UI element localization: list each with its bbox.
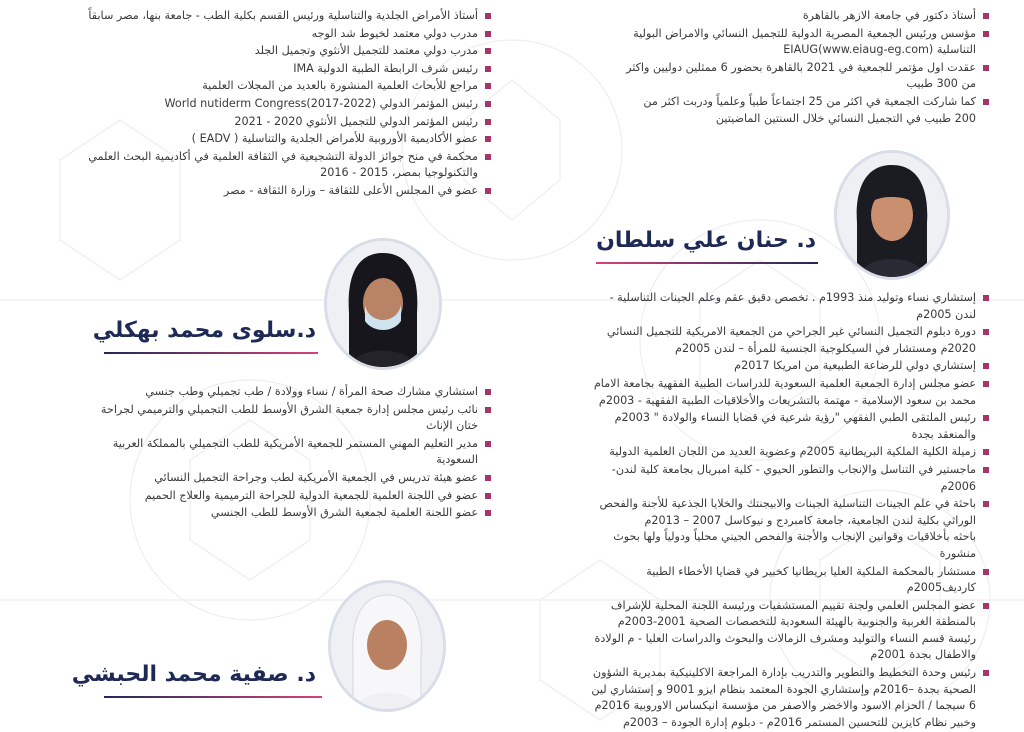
list-item: أستاذ الأمراض الجلدية والتناسلية ورئيس القسم بكلية الطب - جامعة بنها، مصر سابقاً <box>82 8 492 25</box>
list-item: مدرب دولي معتمد للتجميل الأنثوي وتجميل الجلد <box>82 43 492 60</box>
list-item: عضو اللجنة العلمية لجمعية الشرق الأوسط للطب الجنسي <box>92 505 492 522</box>
name-underline <box>596 262 818 264</box>
list-item: عضو في المجلس الأعلى للثقافة – وزارة الثقافة - مصر <box>82 183 492 200</box>
top-left-bio <box>82 8 492 201</box>
name-underline <box>104 352 318 354</box>
top-left-bio-list <box>82 8 492 200</box>
list-item: عضو في اللجنة العلمية للجمعية الدولية للجراحة الترميمية والعلاج الحميم <box>92 488 492 505</box>
portrait-safia <box>328 580 446 712</box>
list-item: دورة دبلوم التجميل النسائي غير الجراحي من الجمعية الامريكية للتجميل النسائي 2020م ومستشار في السيكلوجية الجنسية للمرأة – لندن 2005م <box>590 324 990 357</box>
list-item: مراجع للأبحاث العلمية المنشورة بالعديد من المجلات العلمية <box>82 78 492 95</box>
list-item: إستشاري نساء وتوليد منذ 1993م . تخصص دقيق عقم وعلم الجينات التناسلية - لندن 2005م <box>590 290 990 323</box>
name-salwa: د.سلوى محمد بهكلي <box>92 318 316 343</box>
person-portrait-icon <box>327 241 439 367</box>
hanan-bio-list <box>590 290 990 731</box>
list-item: عضو هيئة تدريس في الجمعية الأمريكية لطب وجراحة التجميل النسائي <box>92 470 492 487</box>
list-item: مدرب دولي معتمد لخيوط شد الوجه <box>82 26 492 43</box>
list-item: عضو المجلس العلمي ولجنة تقييم المستشفيات ورئيسة اللجنة المحلية للإشراف بالمنطقة الغربية والجنوبية بالهيئة السعودية للتخصصات الصحية 2001-2003م رئيسة قسم النساء والتوليد ومشرف الزمالات والبحوث والدراسات العليا - م الولادة والاطفال بجدة 2001م <box>590 598 990 664</box>
list-item: ماجستير في التناسل والإنجاب والتطور الحيوي - كلية امبريال بجامعة كلية لندن- 2006م <box>590 462 990 495</box>
list-item: مؤسس ورئيس الجمعية المصرية الدولية للتجميل النسائي والامراض البولية التناسلية EIAUG(www.eiaug-eg.com) <box>624 26 990 59</box>
name-safia: د. صفية محمد الحبشي <box>71 662 316 687</box>
list-item: رئيس وحدة التخطيط والتطوير والتدريب بإدارة المراجعة الاكلينيكية بمديرية الشؤون الصحية بجدة –2016م وإستشاري الجودة المعتمد بنظام ايزو 9001 و إستشاري لين 6 سيجما / الحزام الاسود والاخضر والاصفر من مؤسسة انيكساس الاوروبية 2016م وخبير نظام كايزين للتحسين المستمر 2016م - دبلوم إدارة الجودة – 2003م <box>590 665 990 731</box>
list-item: رئيس شرف الرابطة الطبية الدولية IMA <box>82 61 492 78</box>
list-item: عضو مجلس إدارة الجمعية العلمية السعودية للدراسات الطبية الفقهية بجامعة الامام محمد بن سعود الإسلامية - مهتمة بالتشريعات والأخلاقيات الطبية الفقهية - 2003م <box>590 376 990 409</box>
list-item: كما شاركت الجمعية في اكثر من 25 اجتماعاً طبياً وعلمياً ودربت اكثر من 200 طبيب في التجميل النسائي خلال السنتين الماضيتين <box>624 94 990 127</box>
list-item: محكمة في منح جوائز الدولة التشجيعية في الثقافة العلمية في أكاديمية البحث العلمي والتكنولوجيا بمصر، 2015 - 2016 <box>82 149 492 182</box>
portrait-salwa <box>324 238 442 370</box>
portrait-hanan <box>834 150 950 280</box>
list-item: مدير التعليم المهني المستمر للجمعية الأمريكية للطب التجميلي بالمملكة العربية السعودية <box>92 436 492 469</box>
name-hanan: د. حنان علي سلطان <box>596 228 816 253</box>
top-right-bio <box>624 8 990 128</box>
name-underline <box>104 696 322 698</box>
salwa-bio-list <box>92 384 492 522</box>
list-item: نائب رئيس مجلس إدارة جمعية الشرق الأوسط للطب التجميلي والترميمي لجراحة ختان الإناث <box>92 402 492 435</box>
top-right-bio-list <box>624 8 990 127</box>
list-item: زميلة الكلية الملكية البريطانية 2005م وعضوية العديد من اللجان العلمية الدولية <box>590 444 990 461</box>
list-item: رئيس المؤتمر الدولي للتجميل الأنثوي 2020 - 2021 <box>82 114 492 131</box>
list-item: عقدت اول مؤتمر للجمعية في 2021 بالقاهرة بحضور 6 ممثلين دوليين واكثر من 300 طبيب <box>624 60 990 93</box>
salwa-bio <box>92 384 492 523</box>
list-item: مستشار بالمحكمة الملكية العليا بريطانيا كخبير في قضايا الأخطاء الطبية كارديف2005م <box>590 564 990 597</box>
person-portrait-icon <box>837 153 947 277</box>
list-item: إستشاري دولي للرضاعة الطبيعية من امريكا 2017م <box>590 358 990 375</box>
list-item: استشاري مشارك صحة المرأة / نساء وولادة / طب تجميلي وطب جنسي <box>92 384 492 401</box>
list-item: رئيس الملتقى الطبي الفقهي "رؤية شرعية في قضايا النساء والولادة " 2003م والمنعقد بجدة <box>590 410 990 443</box>
person-portrait-icon <box>331 583 443 709</box>
list-item: أستاذ دكتور في جامعة الازهر بالقاهرة <box>624 8 990 25</box>
list-item: رئيس المؤتمر الدولي World nutiderm Congress(2017-2022) <box>82 96 492 113</box>
hanan-bio <box>590 290 990 732</box>
list-item: باحثة في علم الجينات التناسلية الجينات والابيجنتك والخلايا الجذعية للأجنة والفحص الوراثي بكلية لندن الجامعية، جامعة كامبردج و نيوكاسل 2007 – 2013م باحثه بأخلاقيات وقوانين الإنجاب والأجنة والفحص الجيني محلياً ودولياً ولها بحوث منشورة <box>590 496 990 562</box>
list-item: عضو الأكاديمية الأوروبية للأمراض الجلدية والتناسلية ( EADV ) <box>82 131 492 148</box>
